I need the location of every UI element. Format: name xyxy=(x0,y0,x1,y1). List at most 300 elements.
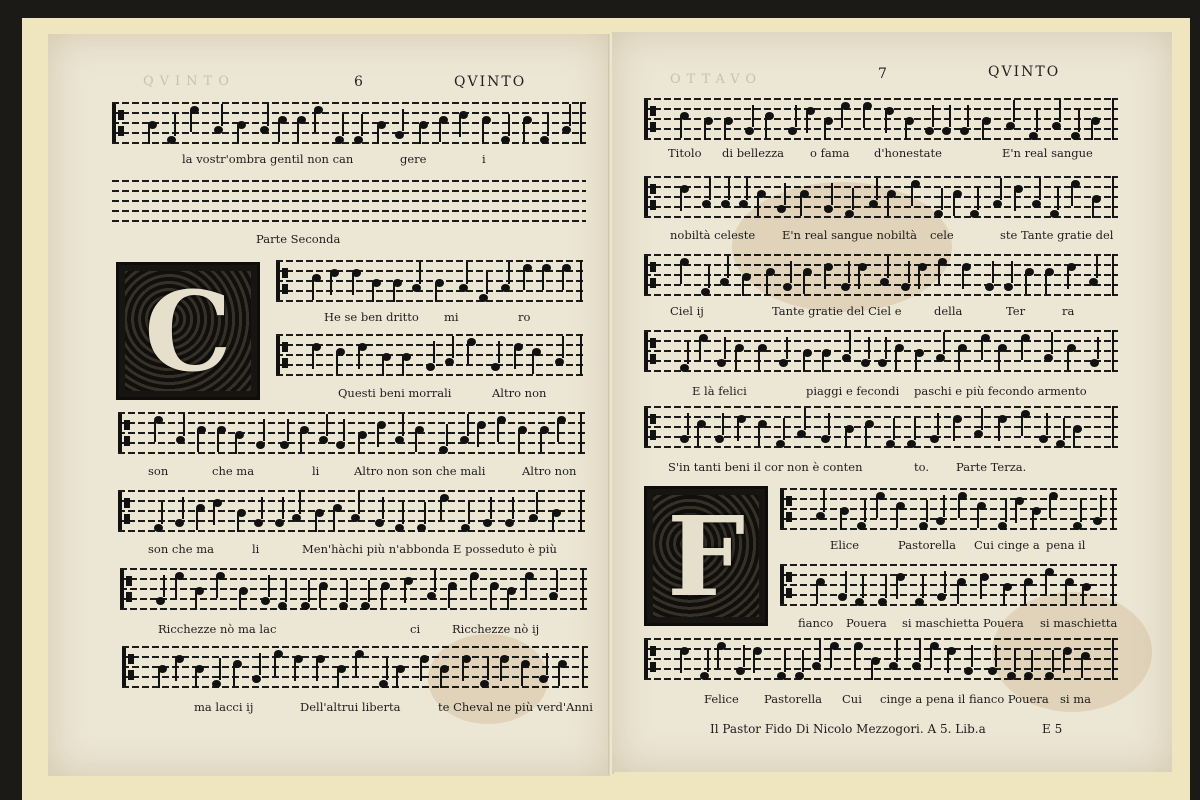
note-stem xyxy=(540,430,542,452)
bar-line xyxy=(1112,406,1114,448)
bleed-through-text: OTTAVO xyxy=(670,72,763,87)
note-stem xyxy=(697,424,699,446)
note-stem xyxy=(727,256,729,278)
lyric: Altro non xyxy=(522,464,577,478)
note-head xyxy=(880,278,889,286)
note-head xyxy=(934,210,943,218)
note-head xyxy=(816,512,825,520)
note-head xyxy=(739,200,748,208)
note-stem xyxy=(1073,429,1075,448)
note-head xyxy=(354,136,363,144)
note-stem xyxy=(558,664,560,686)
lyric: Titolo xyxy=(668,146,702,160)
lyric: nobiltà celeste xyxy=(670,228,756,242)
note-head xyxy=(461,524,470,532)
note-stem xyxy=(1052,650,1054,672)
note-stem xyxy=(477,425,479,447)
note-head xyxy=(936,354,945,362)
note-head xyxy=(912,662,921,670)
note-stem xyxy=(680,651,682,673)
note-stem xyxy=(1025,272,1027,294)
notation xyxy=(112,102,586,144)
note-head xyxy=(292,514,301,522)
note-stem xyxy=(911,184,913,206)
note-stem xyxy=(419,125,421,144)
lyric: si ma xyxy=(1060,692,1091,706)
note-stem xyxy=(523,120,525,142)
note-stem xyxy=(532,352,534,374)
lyric: He se ben dritto xyxy=(324,310,419,324)
note-stem xyxy=(849,332,851,354)
note-stem xyxy=(753,651,755,673)
note-stem xyxy=(267,104,269,126)
note-stem xyxy=(195,669,197,688)
note-stem xyxy=(312,278,314,300)
lyric: d'honestate xyxy=(874,146,942,160)
note-head xyxy=(549,592,558,600)
note-head xyxy=(942,127,951,135)
lyric: i xyxy=(482,152,486,166)
note-stem xyxy=(216,576,218,598)
note-stem xyxy=(316,659,318,681)
note-head xyxy=(715,435,724,443)
note-stem xyxy=(521,664,523,686)
note-stem xyxy=(190,110,192,132)
note-stem xyxy=(735,348,737,370)
note-stem xyxy=(887,256,889,278)
note-stem xyxy=(525,576,527,598)
note-stem xyxy=(824,121,826,140)
note-stem xyxy=(958,496,960,518)
note-head xyxy=(439,446,448,454)
note-stem xyxy=(845,429,847,448)
note-stem xyxy=(562,268,564,290)
clef-symbol xyxy=(780,490,804,528)
page-number: 6 xyxy=(354,74,363,90)
note-stem xyxy=(221,104,223,126)
note-stem xyxy=(896,640,898,662)
note-head xyxy=(701,288,710,296)
note-stem xyxy=(699,338,701,360)
note-stem xyxy=(765,116,767,138)
note-stem xyxy=(1015,501,1017,523)
note-stem xyxy=(372,283,374,302)
note-stem xyxy=(330,273,332,295)
lyric: gere xyxy=(400,152,427,166)
note-stem xyxy=(562,336,564,358)
bar-line xyxy=(1112,564,1114,606)
notation xyxy=(118,490,586,532)
note-stem xyxy=(352,273,354,295)
note-stem xyxy=(841,106,843,128)
note-head xyxy=(720,278,729,286)
note-stem xyxy=(998,419,1000,441)
section-title: Parte Seconda xyxy=(256,232,341,246)
note-head xyxy=(375,519,384,527)
note-stem xyxy=(1097,337,1099,359)
note-stem xyxy=(333,508,335,530)
note-stem xyxy=(865,424,867,446)
note-head xyxy=(1039,435,1048,443)
note-stem xyxy=(1003,587,1005,606)
note-stem xyxy=(377,125,379,144)
note-stem xyxy=(831,183,833,205)
note-head xyxy=(154,524,163,532)
lyric: pena il xyxy=(1046,538,1086,552)
note-stem xyxy=(358,347,360,369)
note-stem xyxy=(1032,511,1034,530)
bleed-through-text: QVINTO xyxy=(143,74,235,89)
note-stem xyxy=(569,104,571,126)
note-stem xyxy=(922,576,924,598)
note-stem xyxy=(914,418,916,440)
note-stem xyxy=(828,413,830,435)
notation xyxy=(644,254,1118,296)
note-stem xyxy=(992,261,994,283)
note-stem xyxy=(490,497,492,519)
lyric: fianco xyxy=(798,616,834,630)
clef-symbol xyxy=(644,332,668,370)
note-head xyxy=(974,430,983,438)
note-stem xyxy=(1059,100,1061,122)
note-stem xyxy=(728,178,730,200)
note-stem xyxy=(237,125,239,144)
note-stem xyxy=(342,114,344,136)
note-stem xyxy=(197,430,199,452)
notation xyxy=(120,568,588,610)
note-stem xyxy=(786,337,788,359)
notation xyxy=(644,330,1118,372)
note-stem xyxy=(704,121,706,140)
clef-symbol xyxy=(644,408,668,446)
note-head xyxy=(857,522,866,530)
note-stem xyxy=(707,650,709,672)
note-stem xyxy=(237,513,239,532)
note-head xyxy=(1029,132,1038,140)
note-head xyxy=(776,440,785,448)
note-stem xyxy=(381,586,383,608)
signature-mark: E 5 xyxy=(1042,722,1063,736)
note-stem xyxy=(1063,651,1065,673)
note-stem xyxy=(709,178,711,200)
note-head xyxy=(937,593,946,601)
note-stem xyxy=(680,189,682,211)
note-head xyxy=(970,210,979,218)
note-stem xyxy=(300,430,302,452)
note-stem xyxy=(1080,500,1082,522)
note-stem xyxy=(885,337,887,359)
note-stem xyxy=(282,497,284,519)
note-stem xyxy=(278,120,280,142)
note-stem xyxy=(382,357,384,376)
note-stem xyxy=(742,277,744,296)
lyric: piaggi e fecondi xyxy=(806,384,900,398)
lyric: te Cheval ne più verd'Anni xyxy=(438,700,593,714)
note-stem xyxy=(795,105,797,127)
notation xyxy=(780,564,1118,606)
note-stem xyxy=(434,570,436,592)
lyric: Cui xyxy=(842,692,862,706)
note-head xyxy=(254,519,263,527)
note-stem xyxy=(784,183,786,205)
note-stem xyxy=(433,341,435,363)
note-stem xyxy=(926,500,928,522)
note-head xyxy=(985,283,994,291)
note-stem xyxy=(557,420,559,442)
note-stem xyxy=(263,419,265,441)
note-stem xyxy=(885,576,887,598)
note-head xyxy=(821,435,830,443)
page-number: 7 xyxy=(878,66,887,82)
note-head xyxy=(319,436,328,444)
note-stem xyxy=(514,347,516,369)
lyric: della xyxy=(934,304,963,318)
lyric: Ter xyxy=(1006,304,1026,318)
note-stem xyxy=(977,188,979,210)
note-stem xyxy=(1067,348,1069,370)
clef-symbol xyxy=(644,256,668,294)
note-head xyxy=(460,436,469,444)
note-stem xyxy=(790,261,792,283)
note-head xyxy=(1073,522,1082,530)
lyric: cele xyxy=(930,228,954,242)
bar-line xyxy=(580,334,582,376)
lyric: son xyxy=(148,464,169,478)
lyric: Ciel ij xyxy=(670,304,704,318)
note-head xyxy=(278,602,287,610)
note-head xyxy=(261,597,270,605)
note-stem xyxy=(687,342,689,364)
note-head xyxy=(501,136,510,144)
note-head xyxy=(812,662,821,670)
note-head xyxy=(445,358,454,366)
note-head xyxy=(1071,132,1080,140)
decorated-initial-f xyxy=(644,486,768,626)
note-stem xyxy=(819,640,821,662)
note-stem xyxy=(1067,267,1069,289)
note-stem xyxy=(346,580,348,602)
note-stem xyxy=(941,188,943,210)
lyric: Altro non xyxy=(492,386,547,400)
note-stem xyxy=(995,645,997,667)
note-stem xyxy=(746,178,748,200)
note-head xyxy=(1004,283,1013,291)
note-stem xyxy=(1014,650,1016,672)
note-stem xyxy=(1021,338,1023,360)
note-stem xyxy=(848,261,850,283)
note-stem xyxy=(937,413,939,435)
lyric: ci xyxy=(410,622,421,636)
note-stem xyxy=(708,266,710,288)
voice-header: QVINTO xyxy=(454,74,527,90)
note-stem xyxy=(868,337,870,359)
bar-line xyxy=(580,490,582,532)
right-page xyxy=(612,32,1172,772)
note-stem xyxy=(947,651,949,673)
note-stem xyxy=(1021,414,1023,436)
note-stem xyxy=(468,502,470,524)
note-stem xyxy=(1039,178,1041,200)
note-head xyxy=(256,441,265,449)
note-stem xyxy=(402,357,404,376)
note-stem xyxy=(724,121,726,140)
note-stem xyxy=(962,267,964,289)
note-stem xyxy=(816,582,818,604)
note-head xyxy=(907,440,916,448)
clef-symbol xyxy=(122,648,146,686)
note-stem xyxy=(440,669,442,688)
lyric: Felice xyxy=(704,692,739,706)
note-stem xyxy=(440,498,442,520)
note-head xyxy=(412,284,421,292)
note-stem xyxy=(1092,199,1094,218)
note-stem xyxy=(219,658,221,680)
lyric: la vostr'ombra gentil non can xyxy=(182,152,354,166)
note-stem xyxy=(1057,188,1059,210)
note-stem xyxy=(1071,184,1073,206)
note-stem xyxy=(724,337,726,359)
note-stem xyxy=(1045,572,1047,594)
lyric: Dell'altrui liberta xyxy=(300,700,401,714)
note-head xyxy=(783,283,792,291)
note-head xyxy=(275,519,284,527)
lyric: E'n real sangue xyxy=(1002,146,1093,160)
note-stem xyxy=(766,272,768,294)
note-head xyxy=(838,593,847,601)
note-stem xyxy=(314,110,316,132)
note-stem xyxy=(896,577,898,599)
lyric: si maschietta Pouera xyxy=(902,616,1024,630)
lyric: paschi e più fecondo armento xyxy=(914,384,1087,398)
note-head xyxy=(795,672,804,680)
note-stem xyxy=(804,408,806,430)
note-stem xyxy=(1013,100,1015,122)
note-stem xyxy=(852,188,854,210)
note-stem xyxy=(862,576,864,598)
notation xyxy=(644,406,1118,448)
note-stem xyxy=(402,502,404,524)
note-stem xyxy=(467,342,469,364)
note-stem xyxy=(938,262,940,284)
note-stem xyxy=(343,419,345,441)
note-stem xyxy=(482,120,484,142)
note-head xyxy=(427,592,436,600)
note-stem xyxy=(512,497,514,519)
note-head xyxy=(539,675,548,683)
bar-line xyxy=(1112,176,1114,218)
note-stem xyxy=(743,645,745,667)
note-head xyxy=(395,131,404,139)
note-stem xyxy=(462,659,464,681)
note-head xyxy=(1006,122,1015,130)
note-head xyxy=(361,602,370,610)
note-stem xyxy=(158,669,160,688)
note-stem xyxy=(552,513,554,532)
note-stem xyxy=(876,496,878,518)
bar-line xyxy=(1112,98,1114,140)
note-stem xyxy=(498,341,500,363)
note-stem xyxy=(435,283,437,302)
lyric: che ma xyxy=(212,464,255,478)
note-stem xyxy=(195,591,197,610)
note-stem xyxy=(459,115,461,137)
note-stem xyxy=(486,272,488,294)
note-stem xyxy=(523,268,525,290)
note-stem xyxy=(1011,261,1013,283)
left-page xyxy=(48,34,610,776)
note-stem xyxy=(358,435,360,454)
note-head xyxy=(1052,122,1061,130)
lyric: Pouera xyxy=(846,616,887,630)
note-stem xyxy=(943,495,945,517)
lyric: ro xyxy=(518,310,531,324)
clef-symbol xyxy=(276,336,300,374)
note-head xyxy=(842,354,851,362)
note-stem xyxy=(752,105,754,127)
note-head xyxy=(901,283,910,291)
note-head xyxy=(680,435,689,443)
note-stem xyxy=(358,492,360,514)
note-stem xyxy=(1082,587,1084,606)
note-head xyxy=(501,284,510,292)
note-stem xyxy=(497,420,499,442)
clef-symbol xyxy=(780,566,804,604)
note-stem xyxy=(893,418,895,440)
note-stem xyxy=(419,262,421,284)
note-stem xyxy=(470,576,472,598)
note-head xyxy=(336,441,345,449)
note-head xyxy=(779,359,788,367)
note-stem xyxy=(183,414,185,436)
note-head xyxy=(878,598,887,606)
note-head xyxy=(483,519,492,527)
notation xyxy=(644,176,1118,218)
clef-symbol xyxy=(120,570,144,608)
lyric: si maschietta xyxy=(1040,616,1118,630)
notation xyxy=(276,334,586,376)
note-head xyxy=(1089,278,1098,286)
note-stem xyxy=(1065,582,1067,604)
note-stem xyxy=(536,492,538,514)
note-stem xyxy=(1091,121,1093,140)
note-stem xyxy=(196,508,198,530)
note-stem xyxy=(382,497,384,519)
lyric: mi xyxy=(444,310,459,324)
note-stem xyxy=(259,653,261,675)
note-stem xyxy=(1045,272,1047,294)
note-stem xyxy=(915,353,917,372)
note-head xyxy=(915,598,924,606)
note-head xyxy=(252,675,261,683)
note-head xyxy=(998,522,1007,530)
note-stem xyxy=(687,413,689,435)
note-head xyxy=(395,524,404,532)
note-stem xyxy=(448,586,450,608)
note-head xyxy=(175,519,184,527)
section-title: Parte Terza. xyxy=(956,460,1027,474)
note-stem xyxy=(1063,418,1065,440)
music-staff-empty xyxy=(112,180,586,222)
note-head xyxy=(339,602,348,610)
note-head xyxy=(167,136,176,144)
note-head xyxy=(379,680,388,688)
note-head xyxy=(1050,210,1059,218)
note-stem xyxy=(355,654,357,676)
note-head xyxy=(540,136,549,144)
note-stem xyxy=(953,419,955,441)
note-head xyxy=(1056,440,1065,448)
notation xyxy=(276,260,586,302)
